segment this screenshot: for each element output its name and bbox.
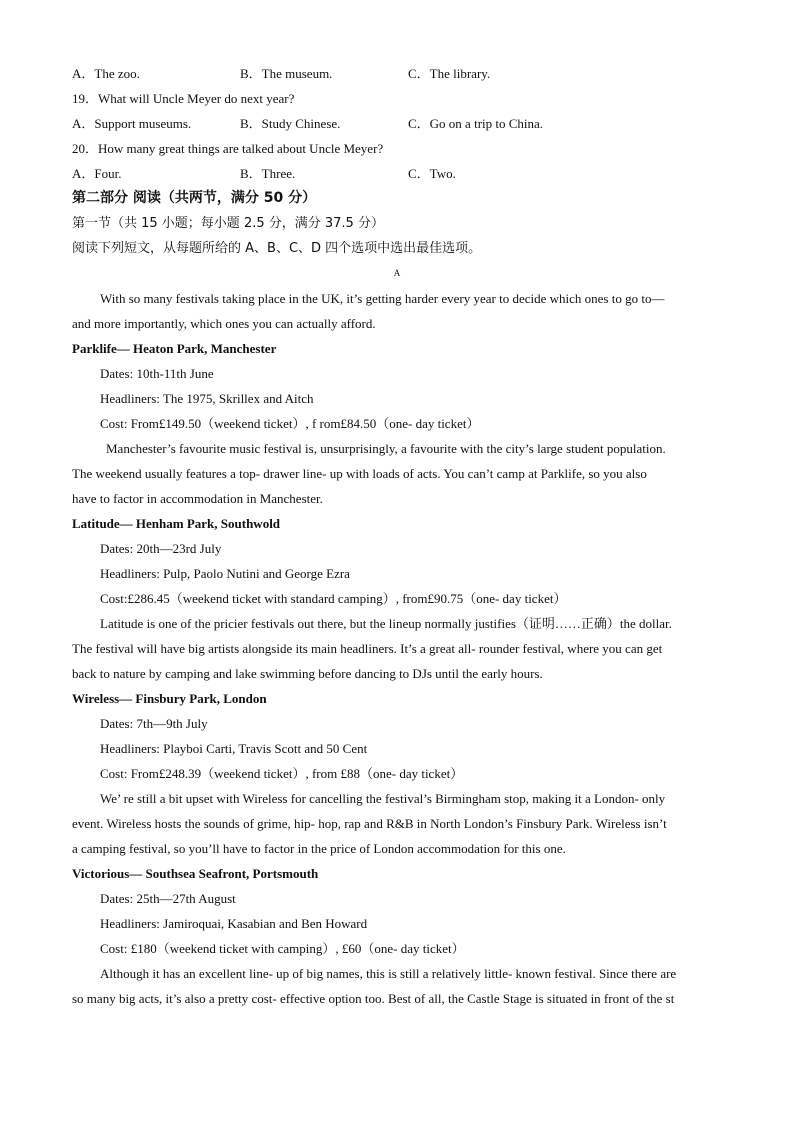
wireless-headliners: Headliners: Playboi Carti, Travis Scott and 50 Cent — [100, 741, 368, 756]
intro-line-2: and more importantly, which ones you can actually afford. — [72, 316, 376, 331]
q19-option-a[interactable]: A．Support museums. — [72, 116, 192, 131]
wireless-cost: Cost: From£248.39（weekend ticket）, from £88（one- day ticket） — [100, 766, 464, 781]
parklife-dates: Dates: 10th-11th June — [100, 366, 214, 381]
intro-line-1: With so many festivals taking place in the UK, it’s getting harder every year to decide which ones to go to— — [100, 291, 665, 306]
latitude-cost: Cost:£286.45（weekend ticket with standard camping）, from£90.75（one- day ticket） — [100, 591, 567, 606]
q20-option-a[interactable]: A．Four. — [72, 166, 122, 181]
wireless-desc-1: We’ re still a bit upset with Wireless for cancelling the festival’s Birmingham stop, making it a London- only — [100, 791, 666, 806]
q19-option-b[interactable]: B．Study Chinese. — [240, 116, 341, 131]
q19-question: 19．What will Uncle Meyer do next year? — [72, 91, 295, 106]
victorious-headliners: Headliners: Jamiroquai, Kasabian and Ben Howard — [100, 916, 368, 931]
wireless-desc-2: event. Wireless hosts the sounds of grime, hip- hop, rap and R&B in North London’s Finsbury Park. Wireless isn’t — [72, 816, 667, 831]
section-instruction: 阅读下列短文，从每题所给的 A、B、C、D 四个选项中选出最佳选项。 — [72, 241, 482, 256]
parklife-desc-3: have to factor in accommodation in Manchester. — [72, 491, 323, 506]
latitude-headliners: Headliners: Pulp, Paolo Nutini and George Ezra — [100, 566, 350, 581]
q20-option-b[interactable]: B．Three. — [240, 166, 296, 181]
passage-label: A — [393, 268, 401, 278]
q19-option-c[interactable]: C．Go on a trip to China. — [408, 116, 544, 131]
victorious-desc-2: so many big acts, it’s also a pretty cost- effective option too. Best of all, the Castle Stage is situated in front of the st — [72, 991, 675, 1006]
q18-option-a[interactable]: A．The zoo. — [72, 66, 140, 81]
victorious-cost: Cost: £180（weekend ticket with camping）, £60（one- day ticket） — [100, 941, 465, 956]
victorious-desc-1: Although it has an excellent line- up of big names, this is still a relatively little- known festival. Since there are — [100, 966, 677, 981]
parklife-headliners: Headliners: The 1975, Skrillex and Aitch — [100, 391, 314, 406]
q20-option-c[interactable]: C．Two. — [408, 166, 456, 181]
latitude-heading: Latitude— Henham Park, Southwold — [72, 516, 281, 531]
q20-question: 20．How many great things are talked about Uncle Meyer? — [72, 141, 384, 156]
wireless-heading: Wireless— Finsbury Park, London — [72, 691, 267, 706]
parklife-desc-1: Manchester’s favourite music festival is, unsurprisingly, a favourite with the city’s large student population. — [106, 441, 666, 456]
latitude-desc-3: back to nature by camping and lake swimming before dancing to DJs until the early hours. — [72, 666, 543, 681]
latitude-desc-2: The festival will have big artists alongside its main headliners. It’s a great all- rounder festival, where you can get — [72, 641, 663, 656]
q18-option-c[interactable]: C．The library. — [408, 66, 491, 81]
q18-option-b[interactable]: B．The museum. — [240, 66, 333, 81]
wireless-dates: Dates: 7th—9th July — [100, 716, 208, 731]
parklife-heading: Parklife— Heaton Park, Manchester — [72, 341, 277, 356]
section-subtitle: 第一节（共 15 小题；每小题 2.5 分，满分 37.5 分） — [72, 216, 384, 231]
victorious-heading: Victorious— Southsea Seafront, Portsmouth — [72, 866, 319, 881]
parklife-desc-2: The weekend usually features a top- drawer line- up with loads of acts. You can’t camp at Parklife, so you also — [72, 466, 647, 481]
section-title: 第二部分 阅读（共两节，满分 50 分） — [72, 190, 317, 206]
wireless-desc-3: a camping festival, so you’ll have to factor in the price of London accommodation for this one. — [72, 841, 566, 856]
parklife-cost: Cost: From£149.50（weekend ticket）, f rom£84.50（one- day ticket） — [100, 416, 480, 431]
latitude-dates: Dates: 20th—23rd July — [100, 541, 222, 556]
victorious-dates: Dates: 25th—27th August — [100, 891, 236, 906]
latitude-desc-1: Latitude is one of the pricier festivals out there, but the lineup normally justifies（证明……正确）the dollar. — [100, 616, 672, 631]
